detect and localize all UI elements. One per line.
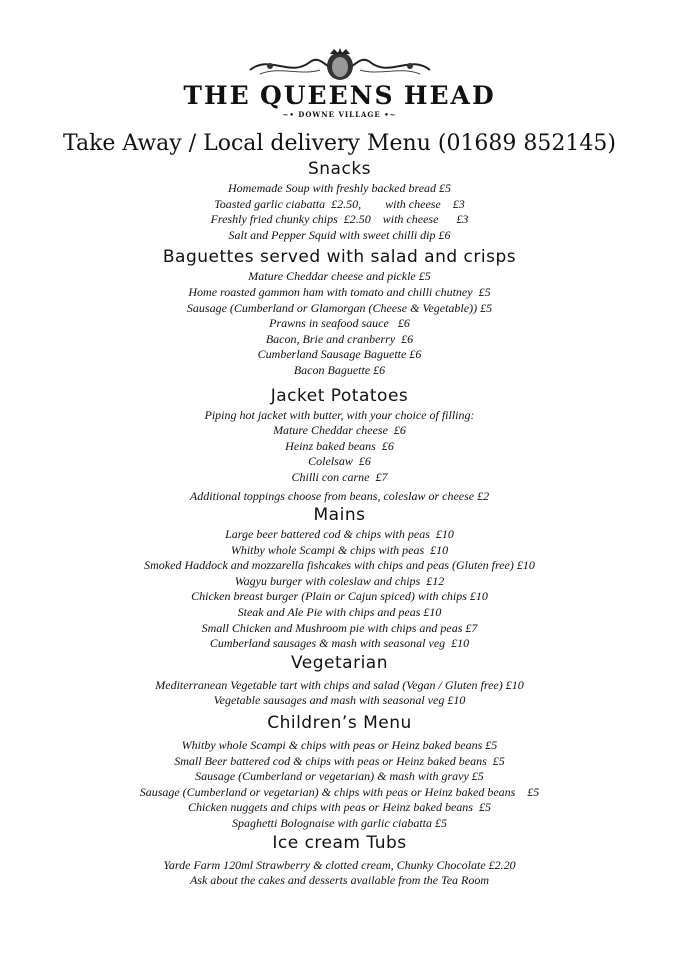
section-baguettes — [0, 246, 679, 378]
section-mains — [0, 504, 679, 652]
section-heading: Jacket Potatoes — [270, 385, 409, 406]
pub-name-queens: QUEENS — [259, 81, 395, 110]
menu-item: Steak and Ale Pie with chips and peas £10 — [237, 605, 442, 620]
pub-logo — [0, 48, 679, 119]
menu-item: Cumberland Sausage Baguette £6 — [257, 347, 422, 362]
menu-item: Sausage (Cumberland or Glamorgan (Cheese & Vegetable)) £5 — [186, 300, 493, 315]
menu-item: Cumberland sausages & mash with seasonal veg £10 — [209, 636, 470, 651]
section-vegetarian — [0, 652, 679, 709]
section-jacket-potatoes — [0, 385, 679, 505]
menu-item: Heinz baked beans £6 — [285, 438, 394, 453]
section-intro: Piping hot jacket with butter, with your choice of filling: — [204, 407, 475, 422]
pub-name — [0, 81, 679, 110]
menu-item: Whitby whole Scampi & chips with peas or Heinz baked beans £5 — [181, 738, 498, 753]
menu-item: Chilli con carne £7 — [291, 469, 388, 484]
village-flourish-left-icon: ~• — [282, 110, 295, 119]
menu-item: Sausage (Cumberland or vegetarian) & chips with peas or Heinz baked beans £5 — [139, 784, 540, 799]
section-heading: Mains — [313, 505, 366, 526]
section-heading: Vegetarian — [290, 652, 388, 673]
menu-item: Large beer battered cod & chips with peas £10 — [225, 527, 454, 542]
menu-item: Chicken nuggets and chips with peas or Heinz baked beans £5 — [188, 800, 491, 815]
menu-content — [0, 158, 679, 889]
menu-item: Mediterranean Vegetable tart with chips and salad (Vegan / Gluten free) £10 — [155, 677, 524, 692]
village-label — [0, 110, 679, 119]
section-snacks — [0, 158, 679, 243]
menu-title: Take Away / Local delivery Menu (01689 852145) — [63, 131, 616, 156]
menu-item: Mature Cheddar cheese £6 — [273, 423, 406, 438]
menu-item: Mature Cheddar cheese and pickle £5 — [248, 269, 431, 284]
menu-item: Spaghetti Bolognaise with garlic ciabatta £5 — [232, 816, 447, 830]
menu-item: Bacon, Brie and cranberry £6 — [265, 331, 414, 346]
menu-item: Homemade Soup with freshly backed bread £5 — [227, 181, 452, 195]
section-heading: Baguettes served with salad and crisps — [162, 247, 517, 268]
section-heading: Snacks — [307, 159, 372, 179]
menu-item: Salt and Pepper Squid with sweet chilli dip £6 — [228, 227, 451, 242]
menu-item: Home roasted gammon ham with tomato and chilli chutney £5 — [188, 284, 491, 299]
section-heading: Ice cream Tubs — [272, 832, 407, 853]
menu-item: Whitby whole Scampi & chips with peas £10 — [230, 542, 449, 557]
menu-item: Wagyu burger with coleslaw and chips £12 — [234, 573, 445, 588]
menu-item: Yarde Farm 120ml Strawberry & clotted cream, Chunky Chocolate £2.20 — [163, 857, 516, 872]
village-text: DOWNE VILLAGE — [298, 110, 381, 119]
additional-toppings: Additional toppings choose from beans, coleslaw or cheese £2 — [189, 488, 490, 503]
menu-item: Small Chicken and Mushroom pie with chips and peas £7 — [201, 620, 478, 635]
menu-item: Chicken breast burger (Plain or Cajun spiced) with chips £10 — [191, 589, 488, 604]
pub-name-the: THE — [183, 81, 251, 110]
village-flourish-right-icon: •~ — [384, 110, 397, 119]
menu-item: Bacon Baguette £6 — [293, 362, 386, 377]
menu-item: Small Beer battered cod & chips with peas or Heinz baked beans £5 — [174, 753, 505, 768]
menu-item: Colelsaw £6 — [308, 454, 371, 469]
section-childrens-menu — [0, 712, 679, 832]
pub-name-head: HEAD — [403, 81, 496, 110]
section-ice-cream-tubs — [0, 832, 679, 889]
queens-head-crest-icon — [240, 48, 440, 82]
menu-item: Smoked Haddock and mozzarella fishcakes with chips and peas (Gluten free) £10 — [144, 558, 535, 573]
menu-item: Sausage (Cumberland or vegetarian) & mash with gravy £5 — [195, 769, 484, 784]
menu-item: Prawns in seafood sauce £6 — [269, 316, 410, 331]
menu-item: Freshly fried chunky chips £2.50 with cheese £3 — [210, 212, 469, 227]
menu-item: Toasted garlic ciabatta £2.50, with cheese £3 — [214, 196, 465, 211]
menu-item: Vegetable sausages and mash with seasonal veg £10 — [213, 693, 466, 708]
menu-item: Ask about the cakes and desserts available from the Tea Room — [189, 873, 490, 888]
section-heading: Children’s Menu — [267, 713, 412, 734]
